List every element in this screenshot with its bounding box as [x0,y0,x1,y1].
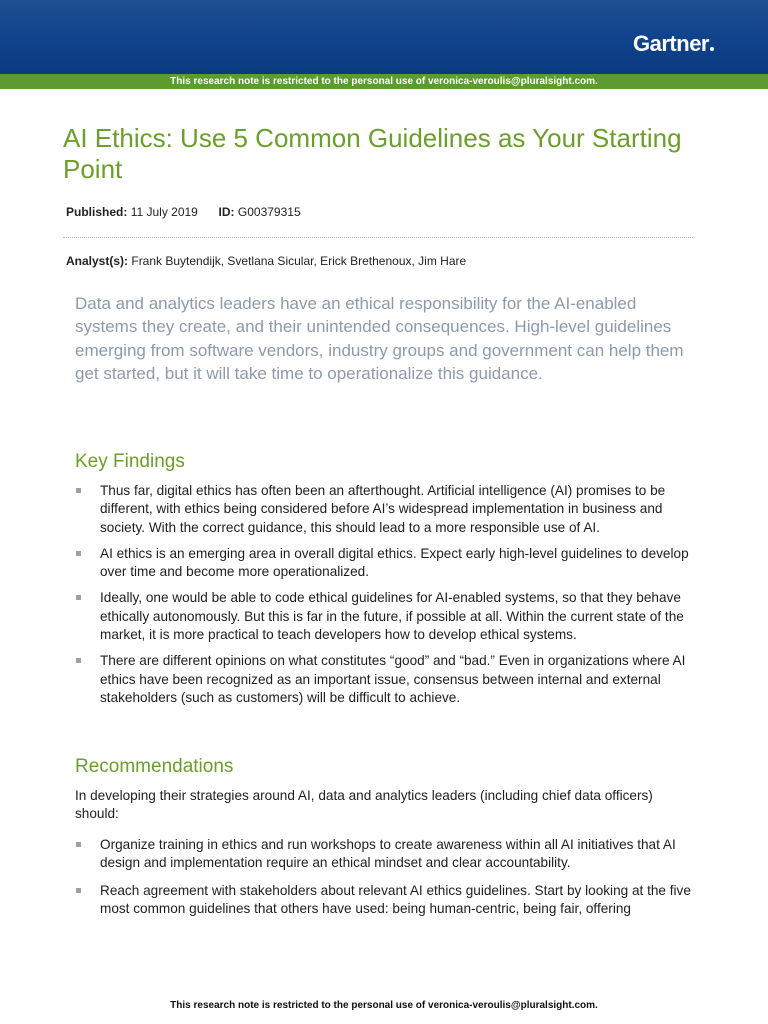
id-label: ID: [218,205,235,219]
published-date: 11 July 2019 [130,205,198,219]
square-bullet-icon [76,842,81,847]
list-item: Thus far, digital ethics has often been an afterthought. Artificial intelligence (AI) promises to be different, with ethics being considered before AI’s widespread implementation in business and society. With the correct guidance, this should lead to a more responsible use of AI. [75,482,693,537]
square-bullet-icon [76,595,81,600]
restriction-notice-bar: This research note is restricted to the personal use of veronica-veroulis@pluralsight.com. [0,74,768,89]
square-bullet-icon [76,551,81,556]
recommendations-intro: In developing their strategies around AI, data and analytics leaders (including chief data officers) should: [75,788,653,822]
list-item: AI ethics is an emerging area in overall digital ethics. Expect early high-level guidelines to develop over time and become more operationalized. [75,545,693,582]
gartner-logo: Gartner [633,31,714,57]
square-bullet-icon [76,888,81,893]
analysts-line [66,254,466,268]
key-findings-heading: Key Findings [75,451,185,472]
square-bullet-icon [76,658,81,663]
list-item: Reach agreement with stakeholders about relevant AI ethics guidelines. Start by looking at the five most common guidelines that others have used: being human-centric, being fair, offering [75,882,693,919]
document-id: G00379315 [237,205,301,219]
list-item: There are different opinions on what constitutes “good” and “bad.” Even in organizations where AI ethics have been recognized as an important issue, consensus between internal and external stakeholders (such as customers) will be difficult to achieve. [75,652,693,707]
analysts-names: Frank Buytendijk, Svetlana Sicular, Erick Brethenoux, Jim Hare [131,254,467,268]
recommendations-list [75,836,693,918]
summary-paragraph: Data and analytics leaders have an ethical responsibility for the AI-enabled systems they create, and their unintended consequences. High-level guidelines emerging from software vendors, industry groups and government can help them get started, but it will take time to operationalize this guidance. [75,294,684,384]
published-label: Published: [66,205,128,219]
analysts-label: Analyst(s): [66,254,129,268]
meta-divider [63,237,693,238]
footer-restriction-notice: This research note is restricted to the personal use of veronica-veroulis@pluralsight.com. [170,1000,598,1011]
logo-dot-icon [710,47,714,51]
publication-meta [66,205,301,219]
square-bullet-icon [76,488,81,493]
document-title: AI Ethics: Use 5 Common Guidelines as Your Starting Point [63,123,682,184]
page-header [0,0,768,74]
list-item: Organize training in ethics and run workshops to create awareness within all AI initiatives that AI design and implementation require an ethical mindset and clear accountability. [75,836,693,873]
recommendations-heading: Recommendations [75,756,234,777]
list-item: Ideally, one would be able to code ethical guidelines for AI-enabled systems, so that they behave ethically autonomously. But this is far in the future, if possible at all. Within the current state of the market, it is more practical to teach developers how to develop ethical systems. [75,589,693,644]
key-findings-list [75,482,693,707]
